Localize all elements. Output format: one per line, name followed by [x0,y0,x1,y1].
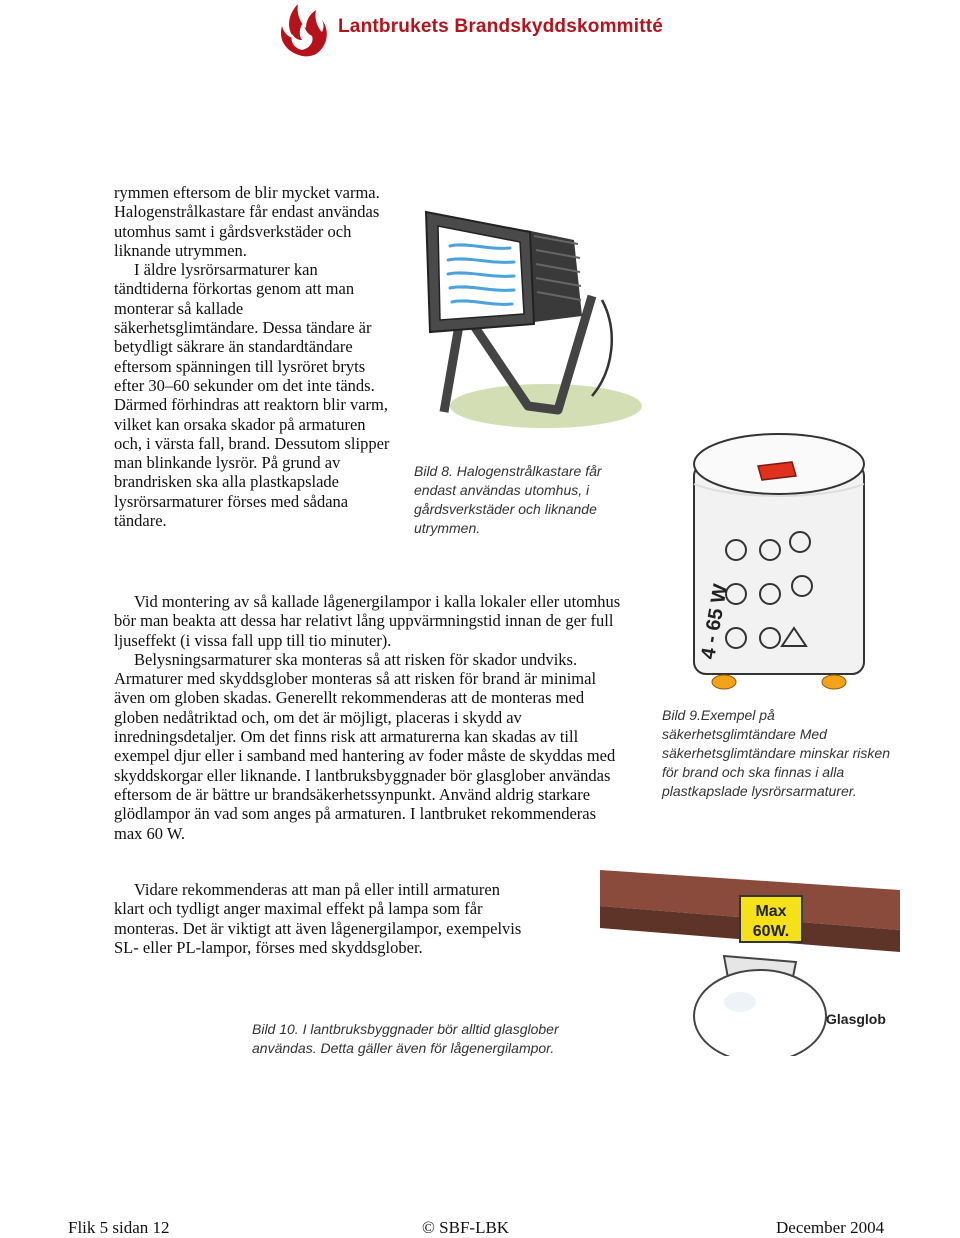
glass-globe-lamp-illustration [600,856,900,1056]
figure-caption-bild-8: Bild 8. Halogenstrålkastare får endast användas utomhus, i gårdsverkstäder och liknande utrymmen. [414,463,602,536]
paragraph: rymmen eftersom de blir mycket varma. Halogenstrålkastare får endast användas utomhus samt i gårdsverkstäder och liknande utrymmen. [114,183,380,260]
page-number: Flik 5 sidan 12 [68,1218,170,1237]
starter-rating-text: 4 - 65 W [697,582,733,661]
halogen-floodlight-illustration [396,200,642,436]
max-sign-line1: Max [755,903,787,920]
page-header [272,0,712,64]
body-column-wide-continued [114,880,530,957]
safety-glow-starter-illustration [674,424,888,700]
paragraph: Vidare rekommenderas att man på eller intill armaturen klart och tydligt anger maximal effekt på lampa som får monteras. Det är viktigt att även lågenergilampor, exempelvis SL- eller PL-lampor, förses med skyddsglober. [114,880,522,957]
body-column-narrow [114,183,390,530]
figure-caption-bild-9: Bild 9.Exempel på säkerhetsglimtändare Med säkerhetsglimtändare minskar risken för brand och ska finnas i alla plastkapslade lysrörsarmaturer. [662,707,890,799]
max-sign-line2: 60W. [752,923,790,940]
copyright: © SBF-LBK [422,1218,510,1237]
body-column-wide [114,592,628,843]
figure-caption-bild-10: Bild 10. I lantbruksbyggnader bör alltid glasglober användas. Detta gäller även för lågenergilampor. [252,1021,559,1056]
flame-logo-icon [272,2,332,58]
paragraph: Vid montering av så kallade lågenergilampor i kalla lokaler eller utomhus bör man beakta att dessa har relativt lång uppvärmningstid innan de ger full ljuseffekt (i vissa fall upp till tio minuter). [114,592,621,650]
paragraph: Belysningsarmaturer ska monteras så att risken för skador undviks. Armaturer med skyddsglober monteras så att risken för brand är minimal även om globen skadas. Generellt rekommenderas att de monteras med globen nedåtriktad och, om det är möjligt, placeras i skydd av inredningsdetaljer. Om det finns risk att armaturerna kan skadas av till exempel djur eller i samband med hantering av foder måste de skyddas med skyddskorgar eller liknande. I lantbruksbyggnader bör glasglober användas eftersom de är bättre ur brandsäkerhetssynpunkt. Använd aldrig starkare glödlampor än vad som anges på armaturen. I lantbruket rekommenderas max 60 W. [114,649,616,843]
publication-date: December 2004 [776,1218,885,1237]
organization-name: Lantbrukets Brandskyddskommitté [338,16,664,37]
paragraph: I äldre lysrörsarmaturer kan tändtiderna förkortas genom att man monterar så kallade säkerhetsglimtändare. Dessa tändare är betydligt säkrare än standardtändare eftersom spänningen till lysröret bryts efter 30–60 sekunder om det inte tänds. Därmed förhindras att reaktorn blir varm, vilket kan orsaka skador på armaturen och, i värsta fall, brand. Dessutom slipper man blinkande lysrör. På grund av brandrisken ska alla plastkapslade lysrörsarmaturer förses med sådana tändare. [114,260,390,531]
glasglob-label: Glasglob [826,1011,886,1027]
